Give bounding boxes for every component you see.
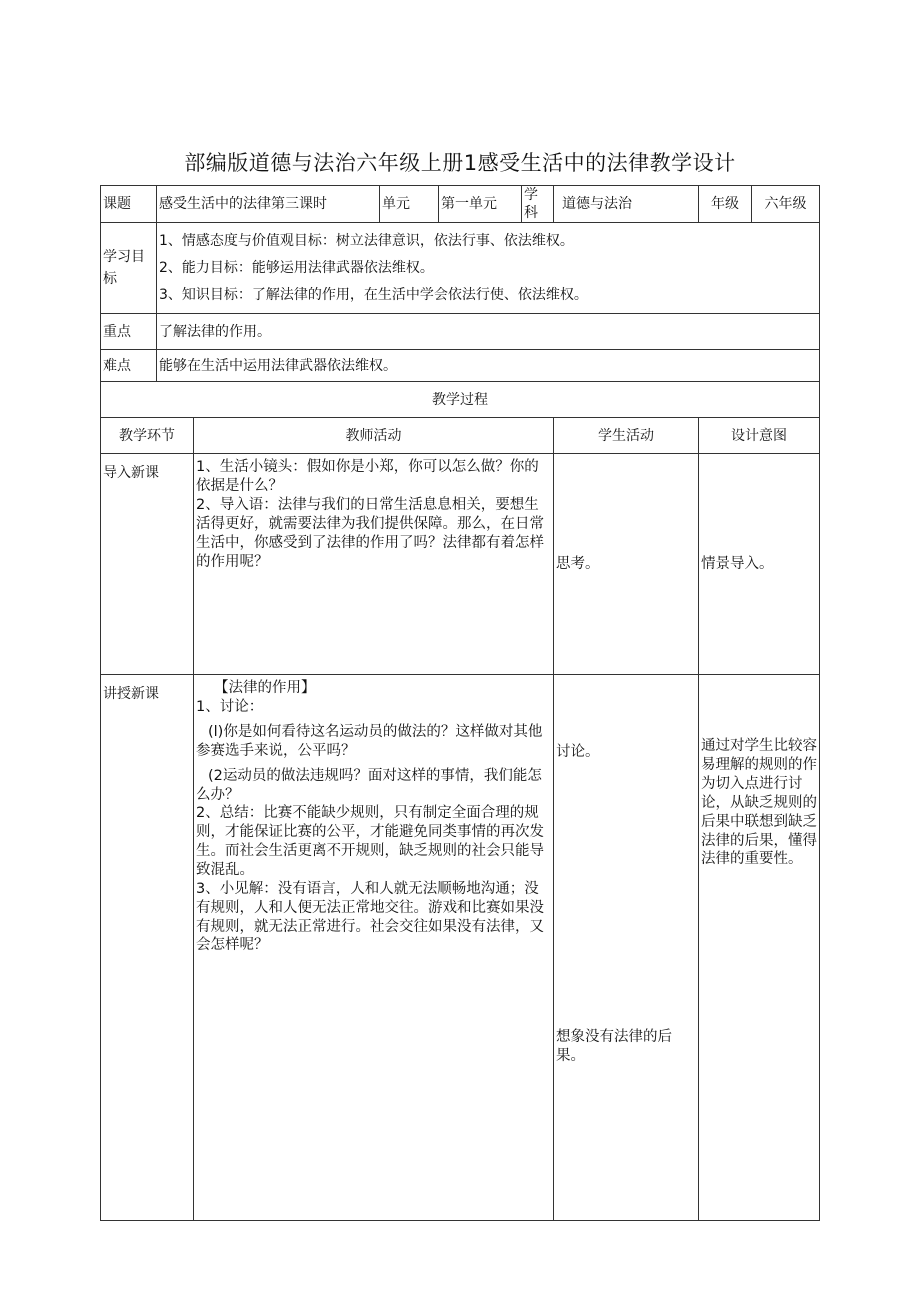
lecture-teacher-para: 2、总结：比赛不能缺少规则，只有制定全面合理的规则，才能保证比赛的公平，才能避免同类事情的再次发生。而社会生活更离不开规则，缺乏规则的社会只能导致混乱。 (196, 805, 544, 878)
lecture-teacher-para: 1、讨论： (196, 699, 264, 716)
difficulty-value: 能够在生活中运用法律武器依法维权。 (157, 350, 820, 382)
process-heading: 教学过程 (101, 382, 820, 418)
lesson-plan-table (100, 185, 820, 1221)
lecture-intent-text: 通过对学生比较容易理解的规则的作为切入点进行讨论，从缺乏规则的后果中联想到缺乏法律的后果，懂得法律的重要性。 (701, 738, 817, 868)
course-label: 课题 (101, 186, 157, 223)
key-point-label: 重点 (101, 314, 157, 350)
objectives-label: 学习目标 (101, 223, 157, 314)
info-row (101, 186, 820, 223)
difficulty-row (101, 350, 820, 382)
document-title: 部编版道德与法治六年级上册1感受生活中的法律教学设计 (184, 151, 736, 175)
key-point-row (101, 314, 820, 350)
intro-teacher-para: 2、导入语：法律与我们的日常生活息息相关，要想生活得更好，就需要法律为我们提供保障。那么，在日常生活中，你感受到了法律的作用了吗？法律都有着怎样的作用呢？ (196, 497, 544, 570)
difficulty-label: 难点 (101, 350, 157, 382)
col-header-intent: 设计意图 (699, 418, 820, 454)
lecture-teacher (194, 675, 554, 1221)
lecture-teacher-para: 3、小见解：没有语言，人和人就无法顺畅地沟通；没有规则，人和人便无法正常地交往。游戏和比赛如果没有规则，就无法正常进行。社会交往如果没有法律，又会怎样呢？ (196, 880, 544, 954)
intro-row (101, 454, 820, 675)
process-heading-row (101, 382, 820, 418)
objectives-row (101, 223, 820, 314)
process-header-row (101, 418, 820, 454)
lecture-student-note: 讨论。 (556, 744, 600, 761)
subject-label: 学科 (522, 186, 554, 223)
lecture-stage: 讲授新课 (101, 675, 194, 1221)
lecture-student (554, 675, 699, 1221)
col-header-teacher: 教师活动 (194, 418, 554, 454)
objectives-content (157, 223, 820, 314)
col-header-stage: 教学环节 (101, 418, 194, 454)
intro-stage: 导入新课 (101, 454, 194, 675)
lecture-student-note: 想象没有法律的后果。 (556, 1029, 672, 1065)
intro-teacher-para: 1、生活小镜头：假如你是小郑，你可以怎么做？你的依据是什么？ (196, 459, 539, 495)
lecture-row (101, 675, 820, 1221)
key-point-value: 了解法律的作用。 (157, 314, 820, 350)
intro-teacher (194, 454, 554, 675)
col-header-student: 学生活动 (554, 418, 699, 454)
lecture-teacher-para: (2运动员的做法违规吗？面对这样的事情，我们能怎么办？ (196, 767, 542, 803)
lecture-teacher-para: 【法律的作用】 (214, 680, 316, 697)
unit-label: 单元 (380, 186, 439, 223)
lecture-intent (699, 675, 820, 1221)
lecture-teacher-para: (l)你是如何看待这名运动员的做法的？这样做对其他参赛选手来说，公平吗？ (196, 724, 543, 759)
objective-item: 2、能力目标：能够运用法律武器依法维权。 (159, 259, 434, 276)
objective-item: 1、情感态度与价值观目标：树立法律意识，依法行事、依法维权。 (159, 232, 574, 249)
unit-value: 第一单元 (439, 186, 522, 223)
intro-student: 思考。 (554, 454, 699, 675)
intro-intent: 情景导入。 (699, 454, 820, 675)
grade-label: 年级 (699, 186, 752, 223)
grade-value: 六年级 (752, 186, 820, 223)
objective-item: 3、知识目标：了解法律的作用，在生活中学会依法行使、依法维权。 (159, 286, 588, 303)
subject-value: 道德与法治 (554, 186, 699, 223)
course-value: 感受生活中的法律第三课时 (157, 186, 380, 223)
